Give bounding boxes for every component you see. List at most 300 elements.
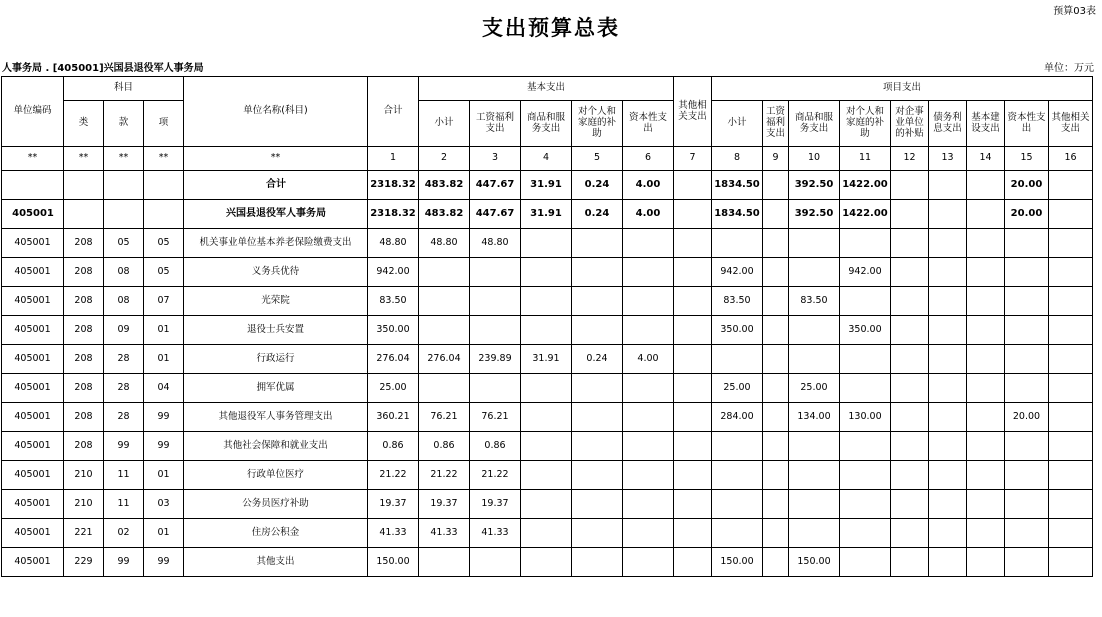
header-project-col: 债务利息支出 — [929, 101, 967, 147]
table-row — [2, 200, 1093, 229]
amount-cell — [967, 287, 1005, 316]
amount-cell — [929, 200, 967, 229]
amount-cell — [712, 432, 763, 461]
table-row — [2, 258, 1093, 287]
amount-cell: 239.89 — [470, 345, 521, 374]
amount-cell — [1049, 403, 1093, 432]
amount-cell — [967, 548, 1005, 577]
amount-cell: 134.00 — [789, 403, 840, 432]
amount-cell — [1049, 258, 1093, 287]
kuan-cell — [104, 200, 144, 229]
header-kuan: 款 — [104, 101, 144, 147]
amount-cell — [891, 374, 929, 403]
amount-cell — [929, 519, 967, 548]
amount-cell — [891, 316, 929, 345]
amount-cell — [967, 403, 1005, 432]
amount-cell: 76.21 — [419, 403, 470, 432]
amount-cell — [674, 490, 712, 519]
amount-cell: 83.50 — [789, 287, 840, 316]
budget-table — [1, 76, 1093, 577]
amount-cell: 1422.00 — [840, 171, 891, 200]
amount-cell — [470, 316, 521, 345]
index-cell: 16 — [1049, 147, 1093, 171]
kuan-cell: 28 — [104, 374, 144, 403]
amount-cell — [840, 519, 891, 548]
unit-name-cell: 机关事业单位基本养老保险缴费支出 — [184, 229, 368, 258]
unit-name-cell: 义务兵优待 — [184, 258, 368, 287]
amount-cell — [1005, 374, 1049, 403]
amount-cell: 350.00 — [712, 316, 763, 345]
header-unit-name: 单位名称(科目) — [184, 77, 368, 147]
amount-cell — [763, 374, 789, 403]
header-project-col: 资本性支出 — [1005, 101, 1049, 147]
kuan-cell: 99 — [104, 548, 144, 577]
header-basic-col: 资本性支出 — [623, 101, 674, 147]
amount-cell — [521, 461, 572, 490]
amount-cell — [929, 258, 967, 287]
amount-cell — [929, 287, 967, 316]
kuan-cell — [104, 171, 144, 200]
amount-cell — [763, 171, 789, 200]
amount-cell — [763, 432, 789, 461]
unit-code-cell: 405001 — [2, 345, 64, 374]
amount-cell: 31.91 — [521, 200, 572, 229]
header-project-expenditure: 项目支出 — [712, 77, 1093, 101]
amount-cell — [623, 519, 674, 548]
amount-cell — [521, 490, 572, 519]
amount-cell: 21.22 — [368, 461, 419, 490]
amount-cell — [929, 490, 967, 519]
unit-name-cell: 光荣院 — [184, 287, 368, 316]
amount-cell — [840, 461, 891, 490]
amount-cell: 0.86 — [470, 432, 521, 461]
amount-cell — [419, 287, 470, 316]
amount-cell — [763, 461, 789, 490]
amount-cell — [1049, 345, 1093, 374]
amount-cell — [623, 374, 674, 403]
header-project-col: 基本建设支出 — [967, 101, 1005, 147]
lei-cell: 210 — [64, 461, 104, 490]
amount-cell — [891, 461, 929, 490]
lei-cell: 221 — [64, 519, 104, 548]
amount-cell — [712, 345, 763, 374]
header-basic-col: 商品和服务支出 — [521, 101, 572, 147]
unit-code-cell: 405001 — [2, 519, 64, 548]
amount-cell: 21.22 — [419, 461, 470, 490]
amount-cell: 276.04 — [419, 345, 470, 374]
index-cell: 8 — [712, 147, 763, 171]
unit-code-cell: 405001 — [2, 461, 64, 490]
index-row — [2, 147, 1093, 171]
amount-cell — [1049, 519, 1093, 548]
amount-cell — [840, 287, 891, 316]
kuan-cell: 02 — [104, 519, 144, 548]
amount-cell: 150.00 — [368, 548, 419, 577]
lei-cell: 210 — [64, 490, 104, 519]
amount-cell — [891, 432, 929, 461]
xiang-cell: 01 — [144, 316, 184, 345]
header-project-col: 其他相关支出 — [1049, 101, 1093, 147]
amount-cell: 25.00 — [368, 374, 419, 403]
amount-cell — [763, 490, 789, 519]
amount-cell — [572, 432, 623, 461]
amount-cell — [967, 316, 1005, 345]
amount-cell — [623, 316, 674, 345]
amount-cell — [1005, 316, 1049, 345]
amount-cell — [840, 432, 891, 461]
amount-cell — [967, 432, 1005, 461]
amount-cell — [1049, 229, 1093, 258]
amount-cell — [763, 519, 789, 548]
unit-name-cell: 公务员医疗补助 — [184, 490, 368, 519]
unit-name-cell: 拥军优属 — [184, 374, 368, 403]
amount-cell — [521, 316, 572, 345]
amount-cell — [623, 490, 674, 519]
amount-cell — [674, 519, 712, 548]
kuan-cell: 28 — [104, 345, 144, 374]
amount-cell: 19.37 — [368, 490, 419, 519]
lei-cell: 208 — [64, 316, 104, 345]
amount-cell — [967, 374, 1005, 403]
amount-cell — [891, 519, 929, 548]
amount-cell — [1049, 374, 1093, 403]
lei-cell: 208 — [64, 287, 104, 316]
index-cell: ** — [184, 147, 368, 171]
amount-cell — [763, 287, 789, 316]
amount-cell: 392.50 — [789, 200, 840, 229]
amount-cell: 41.33 — [368, 519, 419, 548]
header-basic-col: 小计 — [419, 101, 470, 147]
amount-cell: 1422.00 — [840, 200, 891, 229]
lei-cell: 208 — [64, 432, 104, 461]
amount-cell: 942.00 — [368, 258, 419, 287]
xiang-cell: 07 — [144, 287, 184, 316]
header-lei: 类 — [64, 101, 104, 147]
kuan-cell: 11 — [104, 490, 144, 519]
amount-cell — [789, 461, 840, 490]
unit-name-cell: 兴国县退役军人事务局 — [184, 200, 368, 229]
amount-cell — [840, 345, 891, 374]
header-basic-col: 工资福利支出 — [470, 101, 521, 147]
lei-cell: 208 — [64, 403, 104, 432]
amount-cell — [929, 374, 967, 403]
amount-cell — [1005, 345, 1049, 374]
kuan-cell: 08 — [104, 258, 144, 287]
amount-cell — [521, 403, 572, 432]
xiang-cell — [144, 171, 184, 200]
amount-cell — [419, 374, 470, 403]
amount-cell: 2318.32 — [368, 200, 419, 229]
amount-cell — [1005, 432, 1049, 461]
lei-cell: 229 — [64, 548, 104, 577]
amount-cell: 0.24 — [572, 345, 623, 374]
amount-cell — [674, 345, 712, 374]
amount-cell — [572, 548, 623, 577]
amount-cell — [674, 258, 712, 287]
amount-cell — [572, 287, 623, 316]
unit-name-cell: 其他社会保障和就业支出 — [184, 432, 368, 461]
amount-cell — [840, 548, 891, 577]
amount-cell — [929, 229, 967, 258]
amount-cell: 31.91 — [521, 345, 572, 374]
amount-cell — [470, 287, 521, 316]
amount-cell — [967, 258, 1005, 287]
xiang-cell: 99 — [144, 403, 184, 432]
amount-cell — [674, 229, 712, 258]
amount-cell — [929, 432, 967, 461]
amount-cell — [521, 519, 572, 548]
lei-cell — [64, 200, 104, 229]
amount-cell — [929, 403, 967, 432]
amount-cell — [763, 316, 789, 345]
amount-cell: 284.00 — [712, 403, 763, 432]
table-row — [2, 548, 1093, 577]
unit-name-cell: 其他退役军人事务管理支出 — [184, 403, 368, 432]
amount-cell: 447.67 — [470, 171, 521, 200]
amount-cell — [891, 287, 929, 316]
amount-cell — [623, 403, 674, 432]
amount-cell — [623, 548, 674, 577]
amount-cell — [840, 374, 891, 403]
amount-cell — [763, 229, 789, 258]
amount-cell — [712, 461, 763, 490]
amount-cell — [521, 258, 572, 287]
amount-cell: 41.33 — [470, 519, 521, 548]
table-row — [2, 490, 1093, 519]
amount-cell: 76.21 — [470, 403, 521, 432]
kuan-cell: 09 — [104, 316, 144, 345]
amount-cell — [891, 200, 929, 229]
amount-cell: 31.91 — [521, 171, 572, 200]
index-cell: 7 — [674, 147, 712, 171]
amount-cell — [623, 287, 674, 316]
unit-code-cell — [2, 171, 64, 200]
unit-name-cell: 行政运行 — [184, 345, 368, 374]
amount-cell: 83.50 — [368, 287, 419, 316]
table-row — [2, 519, 1093, 548]
amount-cell: 20.00 — [1005, 200, 1049, 229]
kuan-cell: 05 — [104, 229, 144, 258]
header-project-col: 小计 — [712, 101, 763, 147]
amount-cell — [929, 316, 967, 345]
amount-cell — [789, 258, 840, 287]
xiang-cell: 01 — [144, 519, 184, 548]
amount-cell — [572, 374, 623, 403]
amount-cell — [1049, 171, 1093, 200]
amount-cell — [1005, 490, 1049, 519]
amount-cell — [674, 461, 712, 490]
unit-code-cell: 405001 — [2, 432, 64, 461]
amount-cell — [419, 258, 470, 287]
amount-cell — [1049, 461, 1093, 490]
amount-cell — [967, 171, 1005, 200]
amount-cell: 130.00 — [840, 403, 891, 432]
amount-cell — [521, 548, 572, 577]
amount-cell: 4.00 — [623, 171, 674, 200]
amount-cell — [1049, 316, 1093, 345]
amount-cell — [419, 548, 470, 577]
index-cell: 12 — [891, 147, 929, 171]
index-cell: 15 — [1005, 147, 1049, 171]
table-body — [2, 171, 1093, 577]
unit-code-cell: 405001 — [2, 548, 64, 577]
xiang-cell: 01 — [144, 345, 184, 374]
amount-cell — [1049, 432, 1093, 461]
amount-cell — [623, 258, 674, 287]
amount-cell — [929, 345, 967, 374]
amount-cell — [674, 171, 712, 200]
header-project-col: 对企事业单位的补贴 — [891, 101, 929, 147]
index-cell: 2 — [419, 147, 470, 171]
amount-cell: 0.86 — [419, 432, 470, 461]
amount-cell: 41.33 — [419, 519, 470, 548]
amount-cell — [419, 316, 470, 345]
amount-cell: 19.37 — [419, 490, 470, 519]
table-row — [2, 403, 1093, 432]
xiang-cell: 05 — [144, 229, 184, 258]
xiang-cell: 99 — [144, 548, 184, 577]
table-row — [2, 461, 1093, 490]
index-cell: 3 — [470, 147, 521, 171]
amount-cell — [967, 461, 1005, 490]
amount-cell — [572, 258, 623, 287]
amount-cell: 48.80 — [470, 229, 521, 258]
lei-cell: 208 — [64, 229, 104, 258]
organization-line: 人事务局 . [405001]兴国县退役军人事务局 — [2, 63, 204, 74]
amount-cell — [712, 519, 763, 548]
amount-cell — [929, 171, 967, 200]
lei-cell — [64, 171, 104, 200]
amount-cell — [521, 374, 572, 403]
amount-cell: 0.24 — [572, 171, 623, 200]
unit-code-cell: 405001 — [2, 374, 64, 403]
amount-cell: 1834.50 — [712, 171, 763, 200]
unit-name-cell: 住房公积金 — [184, 519, 368, 548]
amount-cell — [623, 461, 674, 490]
xiang-cell: 03 — [144, 490, 184, 519]
index-cell: 11 — [840, 147, 891, 171]
amount-cell: 276.04 — [368, 345, 419, 374]
amount-cell — [789, 432, 840, 461]
header-unit-code: 单位编码 — [2, 77, 64, 147]
amount-cell — [891, 258, 929, 287]
amount-cell — [1005, 519, 1049, 548]
amount-cell — [712, 490, 763, 519]
header-project-col: 工资福利支出 — [763, 101, 789, 147]
amount-cell — [789, 316, 840, 345]
amount-cell: 360.21 — [368, 403, 419, 432]
amount-cell: 447.67 — [470, 200, 521, 229]
amount-cell — [521, 287, 572, 316]
lei-cell: 208 — [64, 374, 104, 403]
amount-cell: 392.50 — [789, 171, 840, 200]
amount-cell: 25.00 — [789, 374, 840, 403]
amount-cell — [1005, 287, 1049, 316]
unit-code-cell: 405001 — [2, 287, 64, 316]
unit-code-cell: 405001 — [2, 490, 64, 519]
unit-code-cell: 405001 — [2, 403, 64, 432]
amount-cell — [1049, 287, 1093, 316]
index-cell: 4 — [521, 147, 572, 171]
unit-code-cell: 405001 — [2, 316, 64, 345]
index-cell: 5 — [572, 147, 623, 171]
amount-cell — [470, 258, 521, 287]
amount-cell — [891, 345, 929, 374]
amount-cell — [891, 490, 929, 519]
amount-cell — [967, 519, 1005, 548]
amount-cell — [623, 432, 674, 461]
amount-cell — [929, 461, 967, 490]
xiang-cell: 05 — [144, 258, 184, 287]
amount-cell — [1005, 461, 1049, 490]
index-cell: 13 — [929, 147, 967, 171]
table-row — [2, 171, 1093, 200]
amount-cell — [929, 548, 967, 577]
amount-cell: 4.00 — [623, 345, 674, 374]
amount-cell — [763, 548, 789, 577]
amount-cell — [521, 432, 572, 461]
header-xiang: 项 — [144, 101, 184, 147]
amount-cell — [521, 229, 572, 258]
amount-cell — [674, 548, 712, 577]
unit-code-cell: 405001 — [2, 258, 64, 287]
index-cell: ** — [104, 147, 144, 171]
amount-cell — [967, 490, 1005, 519]
amount-cell: 1834.50 — [712, 200, 763, 229]
amount-cell: 20.00 — [1005, 171, 1049, 200]
amount-cell — [572, 519, 623, 548]
amount-cell — [674, 403, 712, 432]
amount-cell — [967, 345, 1005, 374]
table-row — [2, 316, 1093, 345]
index-cell: 14 — [967, 147, 1005, 171]
amount-cell: 942.00 — [840, 258, 891, 287]
index-cell: ** — [64, 147, 104, 171]
index-cell: ** — [144, 147, 184, 171]
header-basic-col: 对个人和家庭的补助 — [572, 101, 623, 147]
amount-cell — [891, 171, 929, 200]
unit-name-cell: 退役士兵安置 — [184, 316, 368, 345]
index-cell: 10 — [789, 147, 840, 171]
amount-cell: 483.82 — [419, 200, 470, 229]
amount-cell — [572, 461, 623, 490]
amount-cell — [789, 519, 840, 548]
amount-cell — [572, 229, 623, 258]
unit-code-cell: 405001 — [2, 200, 64, 229]
xiang-cell: 04 — [144, 374, 184, 403]
amount-cell: 25.00 — [712, 374, 763, 403]
kuan-cell: 11 — [104, 461, 144, 490]
amount-cell — [763, 403, 789, 432]
page-title: 支出预算总表 — [482, 16, 620, 40]
amount-cell: 0.24 — [572, 200, 623, 229]
unit-code-cell: 405001 — [2, 229, 64, 258]
amount-cell: 4.00 — [623, 200, 674, 229]
header-total: 合计 — [368, 77, 419, 147]
table-row — [2, 229, 1093, 258]
amount-cell: 20.00 — [1005, 403, 1049, 432]
unit-name-cell: 合计 — [184, 171, 368, 200]
amount-cell: 19.37 — [470, 490, 521, 519]
amount-cell — [789, 229, 840, 258]
amount-cell: 83.50 — [712, 287, 763, 316]
amount-cell — [712, 229, 763, 258]
amount-cell — [1049, 548, 1093, 577]
amount-cell — [763, 200, 789, 229]
amount-cell — [674, 200, 712, 229]
index-cell: 6 — [623, 147, 674, 171]
table-row — [2, 287, 1093, 316]
